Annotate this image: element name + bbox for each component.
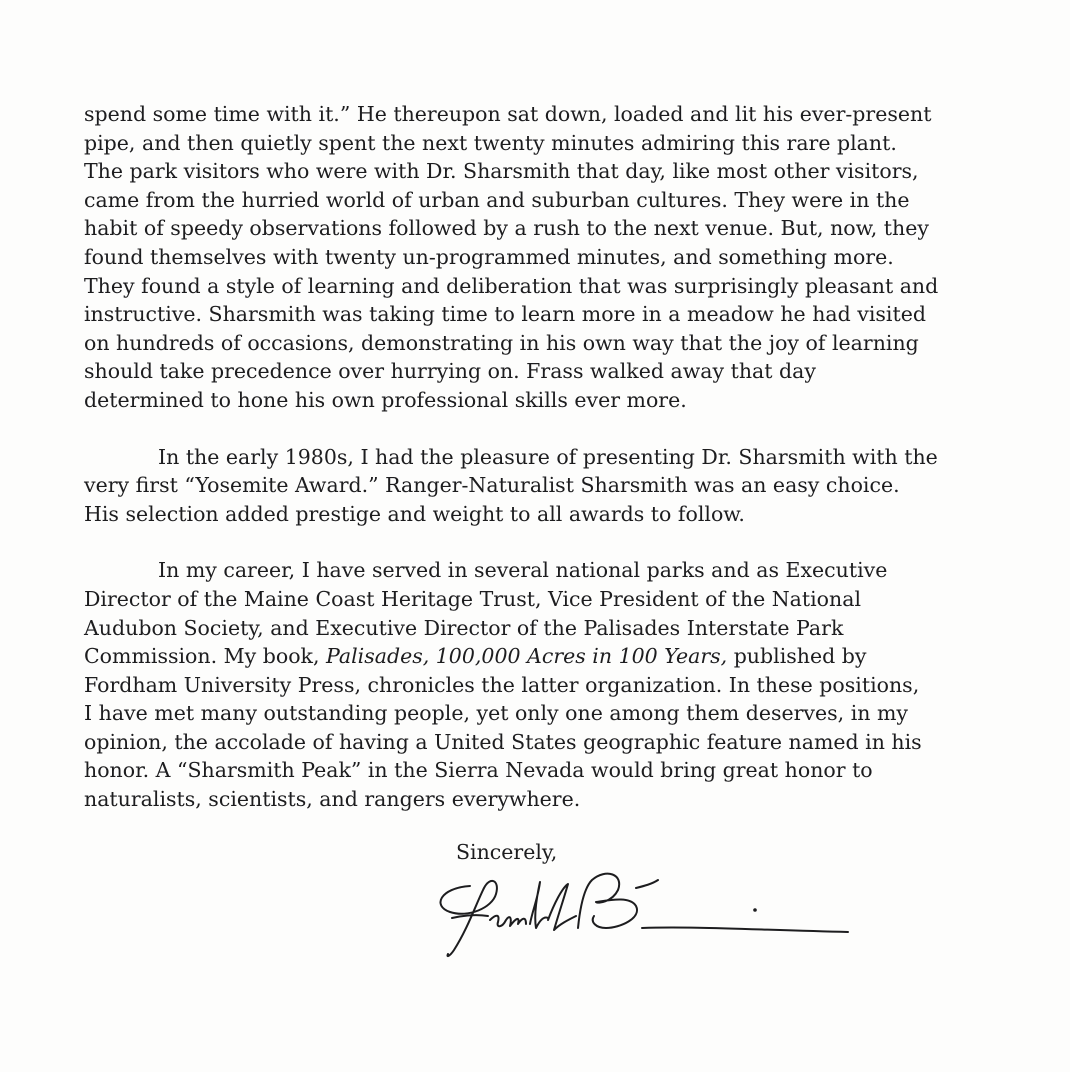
- paragraph-line: honor. A “Sharsmith Peak” in the Sierra Nevada would bring great honor to: [84, 758, 873, 783]
- paragraph-line: Audubon Society, and Executive Director of the Palisades Interstate Park: [84, 615, 844, 640]
- paragraph-line: on hundreds of occasions, demonstrating in his own way that the joy of learning: [84, 330, 919, 355]
- paragraph-line: I have met many outstanding people, yet only one among them deserves, in my: [84, 701, 908, 726]
- paragraph-line: naturalists, scientists, and rangers everywhere.: [84, 787, 581, 812]
- paragraph-line: pipe, and then quietly spent the next twenty minutes admiring this rare plant.: [84, 130, 897, 155]
- paragraph-2: [84, 443, 984, 529]
- paragraph-line: They found a style of learning and deliberation that was surprisingly pleasant and: [84, 273, 939, 298]
- paragraph-line: determined to hone his own professional skills ever more.: [84, 387, 687, 412]
- text-segment: published by: [727, 644, 867, 669]
- paragraph-line: The park visitors who were with Dr. Sharsmith that day, like most other visitors,: [84, 159, 919, 184]
- text-segment: Commission. My book,: [84, 644, 326, 669]
- paragraph-line: His selection added prestige and weight to all awards to follow.: [84, 501, 745, 526]
- paragraph-spacer: [84, 415, 984, 443]
- paragraph-line: habit of speedy observations followed by a rush to the next venue. But, now, they: [84, 216, 929, 241]
- paragraph-line: In the early 1980s, I had the pleasure of presenting Dr. Sharsmith with the: [158, 444, 938, 469]
- paragraph-line: In my career, I have served in several national parks and as Executive: [158, 558, 888, 583]
- paragraph-line: [84, 642, 984, 671]
- paragraph-line: very first “Yosemite Award.” Ranger-Naturalist Sharsmith was an easy choice.: [84, 473, 900, 498]
- letter-body: [84, 100, 984, 814]
- handwritten-signature: [430, 858, 860, 973]
- paragraph-line: spend some time with it.” He thereupon sat down, loaded and lit his ever-present: [84, 102, 932, 126]
- paragraph-line: Director of the Maine Coast Heritage Trust, Vice President of the National: [84, 586, 861, 611]
- paragraph-3: [84, 556, 984, 813]
- paragraph-1: [84, 100, 984, 415]
- paragraph-line: Fordham University Press, chronicles the latter organization. In these positions,: [84, 672, 920, 697]
- paragraph-line: should take precedence over hurrying on. Frass walked away that day: [84, 359, 816, 384]
- paragraph-line: found themselves with twenty un-programmed minutes, and something more.: [84, 244, 894, 269]
- book-title: Palisades, 100,000 Acres in 100 Years,: [326, 644, 728, 669]
- paragraph-spacer: [84, 528, 984, 556]
- closing-salutation: Sincerely,: [456, 840, 558, 864]
- paragraph-line: opinion, the accolade of having a United States geographic feature named in his: [84, 729, 922, 754]
- paragraph-line: instructive. Sharsmith was taking time to learn more in a meadow he had visited: [84, 302, 926, 327]
- paragraph-line: came from the hurried world of urban and suburban cultures. They were in the: [84, 187, 910, 212]
